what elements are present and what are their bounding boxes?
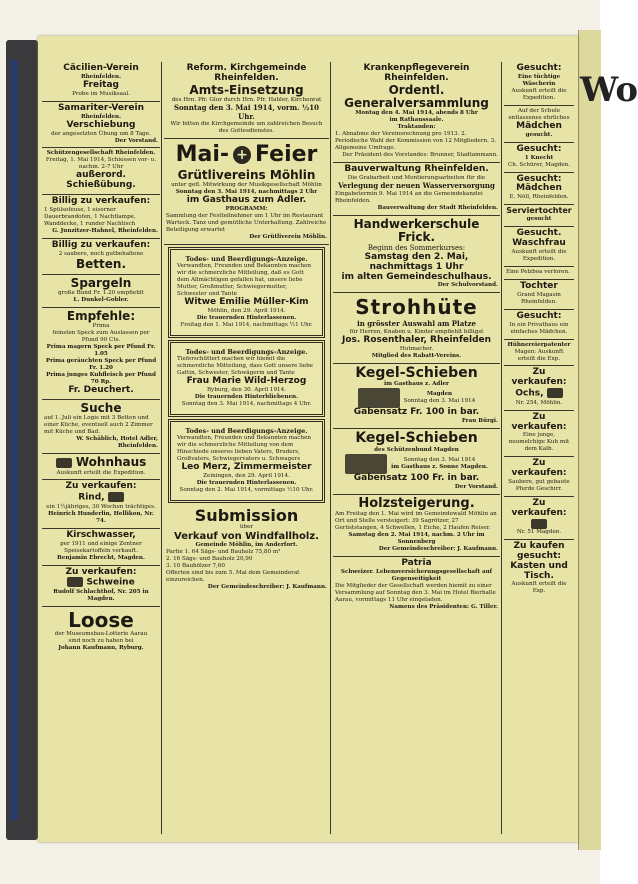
ad-text: Die Grabarbeit und Montierungsarbeiten für die bbox=[347, 174, 486, 181]
ad-sub: Waschfrau bbox=[512, 237, 566, 248]
ad-title: Gesucht: bbox=[516, 63, 562, 73]
ad-sign: Der Vorstand. bbox=[114, 137, 158, 144]
notice-title: Todes- und Beerdigungs-Anzeige. bbox=[185, 254, 308, 263]
next-page-letters: Wo bbox=[580, 70, 638, 110]
ad-title: Kegel-Schieben bbox=[355, 430, 478, 447]
column-rule bbox=[161, 62, 162, 834]
ad-verloren bbox=[504, 267, 574, 280]
ad-title: Serviertochter bbox=[506, 206, 572, 216]
notice-date: Sonntag den 3. Mai 1914, nachmittags 4 Uhr. bbox=[181, 400, 312, 407]
ad-place: im Gasthaus zum Adler. bbox=[186, 195, 307, 206]
ad-sign: Namens des Präsidenten: G. Tiller. bbox=[389, 603, 498, 610]
death-notice-2 bbox=[168, 340, 325, 417]
ad-text: per 1911 und einige Zentner Speisekartoffeln verkauft. bbox=[60, 540, 142, 554]
ad-title: Billig zu verkaufen: bbox=[51, 196, 151, 207]
ad-sign: Auskunft erteilt die Exp. bbox=[511, 581, 567, 595]
notice-place: Zeiningen, den 29. April 1914. bbox=[203, 472, 290, 479]
ad-title: Handwerkerschule Frick. bbox=[353, 216, 480, 244]
ad-line: 3. 10 Bauhölzer 7,60 bbox=[166, 563, 225, 570]
notice-place: Ryburg, den 30. April 1914. bbox=[207, 386, 286, 393]
ad-sub: Auskunft erteilt die Expedition. bbox=[511, 87, 567, 101]
ad-text: Eine junge, neumelchige Kuh mit dem Kalb. bbox=[508, 432, 570, 453]
ad-text: große Bund Fr. 1.20 empfiehlt bbox=[58, 290, 144, 297]
swiss-cross-icon: + bbox=[233, 146, 251, 164]
ad-sign: Ch. Schürer, Magden. bbox=[507, 161, 571, 168]
ad-huehner bbox=[504, 340, 574, 367]
notice-mourners: Die trauernden Hinterbliebenen. bbox=[194, 393, 299, 400]
ad-text: Magen: Auskunft erteilt die Exp. bbox=[514, 348, 564, 362]
ad-sign: Fr. Deuchert. bbox=[68, 385, 134, 396]
ad-sign: Heinrich Hunderlin, Hellikon, Nr. 74. bbox=[48, 510, 154, 524]
ad-line: Partie 1. 64 Sägs- und Bauholz 75,80 m³ bbox=[166, 549, 281, 556]
ad-sub: der Museumsbau-Lotterie Aarau bbox=[54, 630, 148, 637]
ad-text: 1 Knecht bbox=[524, 154, 554, 161]
bowling-illustration bbox=[358, 388, 400, 408]
ad-line: Prima geräuchten Speck per Pfund Fr. 1.20 bbox=[45, 358, 157, 372]
ad-verkaufen-3 bbox=[504, 366, 574, 410]
ad-text: Eine Pelzboa verloren. bbox=[506, 268, 570, 275]
ad-inn: im Gasthaus z. Sonne Magden. bbox=[391, 463, 488, 470]
ad-date: Sonntag den 3. Mai 1914, nachmittags 2 Uhr bbox=[175, 189, 318, 196]
ad-date: Sonntag den 3. Mai 1914, vorm. ½10 Uhr. bbox=[173, 102, 320, 121]
ad-sign: Der Schulvorstand. bbox=[437, 282, 498, 289]
ad-big: außerord. Schießübung. bbox=[66, 170, 136, 191]
ad-verkaufen-6 bbox=[504, 497, 574, 540]
ad-text: Freitag, 1. Mai 1914, Schiessen vor- u. nachm. 2-7 Uhr bbox=[45, 157, 157, 171]
ad-verkaufen-2 bbox=[42, 566, 160, 607]
ad-sign: L. Dunkel-Gobler. bbox=[73, 297, 129, 304]
ad-title: Empfehle: bbox=[66, 309, 136, 324]
ad-big: Verlegung der neuen Wasserversorgung bbox=[338, 180, 495, 190]
column-3 bbox=[333, 62, 500, 834]
ad-title: Billig zu verkaufen: bbox=[51, 240, 151, 251]
ad-kaufen-gesucht bbox=[504, 540, 574, 599]
ad-sign: Der Vorstand. bbox=[454, 483, 498, 490]
newspaper-page bbox=[38, 36, 578, 842]
ad-date: Sonntag den 3. Mai 1914 bbox=[403, 398, 476, 405]
ad-text: Sammlung der Festteilnehmer um 1 Uhr im Restaurant Warteck. Tanz und gemütliche Unterhaltung. Zahlreiche Beteiligung erwartet bbox=[166, 212, 327, 233]
notice-title: Todes- und Beerdigungs-Anzeige. bbox=[185, 347, 308, 356]
notice-place: Möhlin, den 29. April 1914. bbox=[207, 307, 286, 314]
ad-sign: Frau Bürgi. bbox=[461, 418, 498, 425]
ad-sub: Ordentl. Generalversammlung bbox=[344, 82, 489, 110]
ad-day: Freitag bbox=[82, 79, 120, 90]
ad-title: Zu verkaufen: bbox=[511, 367, 567, 388]
column-2 bbox=[164, 62, 329, 834]
ad-title: Patria bbox=[401, 557, 432, 568]
column-4 bbox=[504, 62, 574, 834]
ad-text: für Herren, Knaben u. Kinder empfiehlt billigst bbox=[349, 329, 484, 336]
ad-title: Hühnereierpatenter bbox=[507, 341, 571, 348]
column-rule bbox=[330, 62, 331, 834]
maifeier-right: Feier bbox=[255, 142, 318, 168]
ad-samariter bbox=[42, 102, 160, 149]
ad-text: Auskunft erteilt die Expedition. bbox=[56, 469, 146, 476]
ad-big: Kasten und Tisch. bbox=[510, 560, 568, 581]
ad-sub: Verkauf von Windfallholz. bbox=[174, 531, 319, 543]
ad-place: des Schützenbund Magden bbox=[374, 446, 459, 453]
ad-maifeier bbox=[164, 139, 329, 244]
ad-title: Zu verkaufen: bbox=[511, 411, 567, 432]
column-1 bbox=[42, 62, 160, 834]
ad-title: Wohnhaus bbox=[75, 455, 147, 470]
ad-title: Gesucht. bbox=[516, 228, 562, 239]
ad-sign: Der Gemeindeschreiber: J. Kaufmann. bbox=[207, 584, 327, 591]
ad-date: Samstag den 2. Mai, nachmittags 1 Uhr bbox=[364, 251, 469, 272]
ad-heading: Amts-Einsetzung bbox=[189, 82, 304, 97]
ad-empfehle bbox=[42, 308, 160, 400]
ad-title: Krankenpflegeverein Rheinfelden. bbox=[363, 63, 470, 83]
ad-bauverwaltung bbox=[333, 163, 500, 216]
ad-title: Gesucht: bbox=[516, 143, 562, 154]
ad-line: 2. 16 Sägs- und Bauholz 20,90 bbox=[166, 556, 253, 563]
ad-title: Gesucht: bbox=[516, 310, 562, 321]
ad-title: Mädchen bbox=[516, 120, 562, 131]
ad-sub: Verschiebung bbox=[66, 119, 136, 130]
notice-name: Witwe Emilie Müller-Kim bbox=[184, 296, 309, 307]
ad-line: Prima bbox=[92, 323, 110, 330]
ad-submission bbox=[164, 505, 329, 594]
ad-text: 2 saubere, noch gutbehaltene bbox=[58, 250, 144, 257]
binding-cloth bbox=[10, 60, 18, 820]
ad-text: Wir bitten die Kirchgemeinde um zahlreichen Besuch des Gottesdienstes. bbox=[170, 121, 323, 135]
ad-schuetzen bbox=[42, 148, 160, 195]
ad-text: ein 1½jähriges, 30 Wochen trächtiges. bbox=[46, 503, 156, 510]
ad-serviertochter bbox=[504, 205, 574, 227]
ad-verkaufen-4 bbox=[504, 411, 574, 458]
ad-gesucht-3 bbox=[504, 173, 574, 206]
death-notice-1 bbox=[168, 247, 325, 338]
ad-title: Zu verkaufen: bbox=[65, 481, 137, 492]
ad-title: Grütlivereins Möhlin bbox=[177, 167, 316, 182]
ad-sign: Nr. 254, Möhlin. bbox=[515, 399, 563, 406]
ad-title: Kirschwasser, bbox=[66, 529, 136, 540]
ad-handwerkerschule bbox=[333, 216, 500, 294]
pig-icon bbox=[67, 577, 83, 587]
notice-title: Todes- und Beerdigungs-Anzeige. bbox=[185, 426, 308, 435]
ox-icon bbox=[547, 388, 563, 398]
ad-sign: Bauverwaltung der Stadt Rheinfelden. bbox=[377, 204, 498, 211]
ad-big: Betten. bbox=[76, 256, 126, 271]
ad-spargeln bbox=[42, 275, 160, 308]
ad-text: des Hrn. Pfr. Glur durch Hrn. Pfr. Hahler, Kirchenrat bbox=[171, 96, 322, 103]
ad-title: Reform. Kirchgemeinde Rheinfelden. bbox=[186, 63, 307, 83]
ad-text: der angesetzten Übung um 8 Tage. bbox=[51, 130, 151, 137]
cow-icon bbox=[108, 492, 124, 502]
ad-date: Sonntag den 3. Mai 1914 bbox=[403, 456, 476, 463]
ad-place: Rheinfelden. bbox=[80, 73, 122, 80]
ad-text: In ein Privathaus ein einfaches Mädchen. bbox=[509, 321, 569, 335]
ad-verkaufen-1 bbox=[42, 480, 160, 528]
ad-text: unter gefl. Mitwirkung der Musikgesellschaft Möhlin bbox=[171, 182, 322, 189]
ad-place: im alten Gemeindeschulhaus. bbox=[341, 271, 492, 282]
ad-sub: über bbox=[239, 524, 254, 531]
ad-title: Holzsteigerung. bbox=[358, 495, 475, 511]
ad-title: Submission bbox=[194, 505, 299, 525]
ad-verkaufen-5 bbox=[504, 457, 574, 497]
ad-date: Samstag den 2. Mai 1914, nachm. 2 Uhr im Sonnenberg bbox=[348, 531, 485, 545]
ad-sign: W. Schäblich, Hotel Adler, Rheinfelden. bbox=[76, 436, 158, 450]
ad-job: Hutmacher. bbox=[399, 346, 434, 353]
ad-caecilien bbox=[42, 62, 160, 102]
notice-date: Sonntag den 2. Mai 1914, vormittags ½10 Uhr. bbox=[179, 486, 314, 493]
ad-sign: Benjamin Ebrecht, Magden. bbox=[57, 554, 145, 561]
ad-title: Gesucht: bbox=[516, 173, 562, 184]
ad-billig-1 bbox=[42, 195, 160, 239]
house-icon bbox=[56, 458, 72, 468]
ad-date: Montag den 4. Mai 1914, abends 8 Uhr bbox=[355, 110, 478, 117]
ad-sub: Schweine bbox=[86, 577, 135, 588]
notice-text: Tieferschüttert machen wir hiemit die schmerzliche Mitteilung, dass Gott unsere liebe Gattin, Schwester, Schwägerin und Tante bbox=[177, 355, 313, 376]
ad-krankenpflege bbox=[333, 62, 500, 163]
ad-loose bbox=[42, 607, 160, 655]
ad-title: Suche bbox=[80, 401, 122, 416]
ad-gesucht-2 bbox=[504, 143, 574, 173]
ad-text: 1 Spülsofeuse, 1 eiserner Dauerbrandofen, 1 Nachtlampe, Wanddecke, 1 runder Nachtisch bbox=[44, 207, 136, 228]
ad-kirschwasser bbox=[42, 529, 160, 566]
ad-title: Schützengesellschaft Rheinfelden. bbox=[46, 150, 156, 157]
ad-sub: gesucht. bbox=[525, 131, 553, 138]
ad-place: Rheinfelden. bbox=[80, 113, 122, 120]
ad-text: Grand Magasin Rheinfelden. bbox=[517, 291, 561, 305]
ad-billig-2 bbox=[42, 239, 160, 275]
ad-maedchen bbox=[504, 106, 574, 143]
ad-title: Cäcilien-Verein bbox=[63, 63, 139, 73]
ad-sub: gesucht bbox=[526, 216, 552, 223]
ad-sign: Nr. 51 Magden. bbox=[516, 528, 562, 535]
ad-wohnhaus bbox=[42, 454, 160, 480]
ad-heading: Traktanden: bbox=[397, 124, 436, 131]
ad-sign: G. Junzitzer-Hahnel, Rheinfelden. bbox=[52, 228, 158, 235]
ad-sign: Der Präsident des Vorstandes: Brunner, Stadtammann. bbox=[342, 152, 498, 159]
ad-sign: Rudolf Schlachthof, Nr. 205 in Magden. bbox=[53, 588, 149, 602]
next-page-edge bbox=[578, 30, 601, 850]
ad-prize: Gabensatz 100 Fr. in bar. bbox=[353, 472, 480, 483]
ad-sub: in grösster Auswahl am Platze bbox=[357, 319, 476, 329]
ad-title: Zu verkaufen: bbox=[511, 498, 567, 519]
ad-sub: Beginn des Sommerkurses: bbox=[367, 244, 466, 252]
ad-text: Am Freitag den 1. Mai wird im Gemeindewald Möhlin an Ort und Stelle versteigert: 39 Sagrötzer, 27 Gerüststangen, 4 Schwellen, 1 Eiche, 2 Haufen Reiser. bbox=[335, 510, 497, 531]
ad-suche bbox=[42, 400, 160, 454]
ad-title: Bauverwaltung Rheinfelden. bbox=[344, 164, 489, 175]
ad-kegel-2 bbox=[333, 429, 500, 494]
ad-title: Kegel-Schieben bbox=[355, 365, 478, 381]
ad-line: Prima magern Speck per Pfund Fr. 1.05 bbox=[46, 344, 156, 358]
ad-title: Zu kaufen gesucht: bbox=[513, 540, 565, 561]
ad-title: Zu verkaufen: bbox=[65, 566, 137, 577]
ad-title: Strohhüte bbox=[355, 295, 478, 320]
ad-title: Tochter bbox=[520, 280, 558, 291]
ad-line: Prima junges Kuhfleisch per Pfund 70 Rp. bbox=[46, 372, 156, 386]
ad-sign: E. Nöll, Rheinfelden. bbox=[509, 194, 569, 201]
notice-mourners: Die trauernden Hinterlassenen. bbox=[196, 479, 297, 486]
ad-text: Saubere, gut gebaute Pferde Geschirr. bbox=[508, 479, 570, 493]
ad-text: Probe im Musiksaal. bbox=[72, 90, 130, 97]
notice-name: Frau Marie Wild-Herzog bbox=[186, 375, 307, 386]
ad-text: Auf der Schule entlassenes ehrliches bbox=[508, 107, 570, 121]
ad-sign: Der Gemeindeschreiber: J. Kaufmann. bbox=[378, 545, 498, 552]
ad-tochter bbox=[504, 280, 574, 310]
ad-title: Zu verkaufen: bbox=[511, 458, 567, 479]
ad-town: Magden bbox=[426, 391, 453, 398]
notice-text: Verwandten, Freunden und Bekannten machen wir die schmerzliche Mitteilung von dem Hinschiede unseres lieben Vaters, Bruders, Großvaters, Schwiegervaters u. Schwagers bbox=[177, 434, 312, 462]
notice-name: Leo Merz, Zimmermeister bbox=[181, 461, 312, 472]
ad-sub: Schweizer. Lebensversicherungsgesellschaft auf Gegenseitigkeit bbox=[340, 568, 493, 582]
ad-sub: Mädchen bbox=[516, 183, 562, 194]
ad-big: Ochs, bbox=[515, 388, 544, 399]
maifeier-left: Mai- bbox=[175, 142, 230, 168]
column-rule bbox=[501, 62, 502, 834]
ad-text: Die Mitglieder der Gesellschaft werden hiemit zu einer Versammlung auf Sonntag den 3. Mai im Hotel Bierhalle Aarau, vormittags 11 Uhr eingeladen. bbox=[335, 582, 496, 603]
ad-prize: Gabensatz Fr. 100 in bar. bbox=[353, 407, 480, 418]
bowling-illustration bbox=[345, 454, 387, 474]
ad-name: Jos. Rosenthaler, Rheinfelden bbox=[341, 335, 492, 346]
ad-text: Gemeinde Möhlin, im Anderfort. bbox=[195, 542, 298, 549]
ad-text: auf 1. Juli ein Logis mit 3 Betten und einer Küche, eventuell auch 2 Zimmer mit Küche und Bad. bbox=[44, 415, 153, 436]
ad-text: Offerten sind bis zum 5. Mai dem Gemeinderat einzureichen. bbox=[166, 570, 300, 584]
ad-member: Mitglied des Rabatt-Vereins. bbox=[371, 353, 462, 360]
ad-text: Eine tüchtige Wäscherin bbox=[517, 73, 561, 87]
ad-gesucht-1 bbox=[504, 62, 574, 106]
ad-gesucht-4 bbox=[504, 227, 574, 267]
ad-big: Rind, bbox=[78, 492, 105, 503]
ad-strohhuete bbox=[333, 293, 500, 364]
notice-text: Verwandten, Freunden und Bekannten machen wir die schmerzliche Mitteilung, daß es Gott dem Allmächtigen gefallen hat, unsere liebe Mutter, Großmutter, Schwiegermutter, Schwester und Tante bbox=[177, 263, 312, 297]
ad-title: Samariter-Verein bbox=[57, 102, 145, 113]
horse-icon bbox=[531, 519, 547, 529]
notice-mourners: Die trauernden Hinterlassenen. bbox=[196, 314, 297, 321]
ad-line: feinsten Speck zum Auslassen per Pfund 90 Cts. bbox=[52, 330, 150, 344]
ad-title: Loose bbox=[68, 607, 134, 632]
notice-date: Freitag den 1. Mai 1914, nachmittags ½1 Uhr. bbox=[180, 321, 313, 328]
ad-patria bbox=[333, 557, 500, 614]
ad-holzsteigerung bbox=[333, 495, 500, 557]
ad-title: Spargeln bbox=[70, 276, 132, 291]
ad-text: Auskunft erteilt die Expedition. bbox=[511, 248, 567, 262]
ad-list: 1. Abnahme der Vereinsrechnung pro 1913. 2. Periodische Wahl der Kommission von 12 Mitgliedern. 3. Allgemeine Umfrage. bbox=[335, 131, 496, 152]
ad-place: im Gasthaus z. Adler bbox=[384, 381, 449, 388]
ad-reform-kirchgemeinde bbox=[164, 62, 329, 139]
ad-date: Eingabetermin 9. Mai 1914 an die Gemeindekanzlei Rheinfelden. bbox=[335, 190, 483, 204]
ad-kegel-1 bbox=[333, 364, 500, 429]
ad-gesucht-5 bbox=[504, 310, 574, 340]
ad-sign: Der Grütliverein Möhlin. bbox=[249, 233, 327, 240]
death-notice-3 bbox=[168, 419, 325, 503]
ad-sign: Johann Kaufmann, Ryburg. bbox=[58, 644, 144, 651]
ad-place: im Rathaussaale. bbox=[389, 117, 444, 124]
ad-text: sind noch zu haben bei bbox=[68, 637, 134, 644]
ad-program: PROGRAMM: bbox=[225, 205, 268, 212]
